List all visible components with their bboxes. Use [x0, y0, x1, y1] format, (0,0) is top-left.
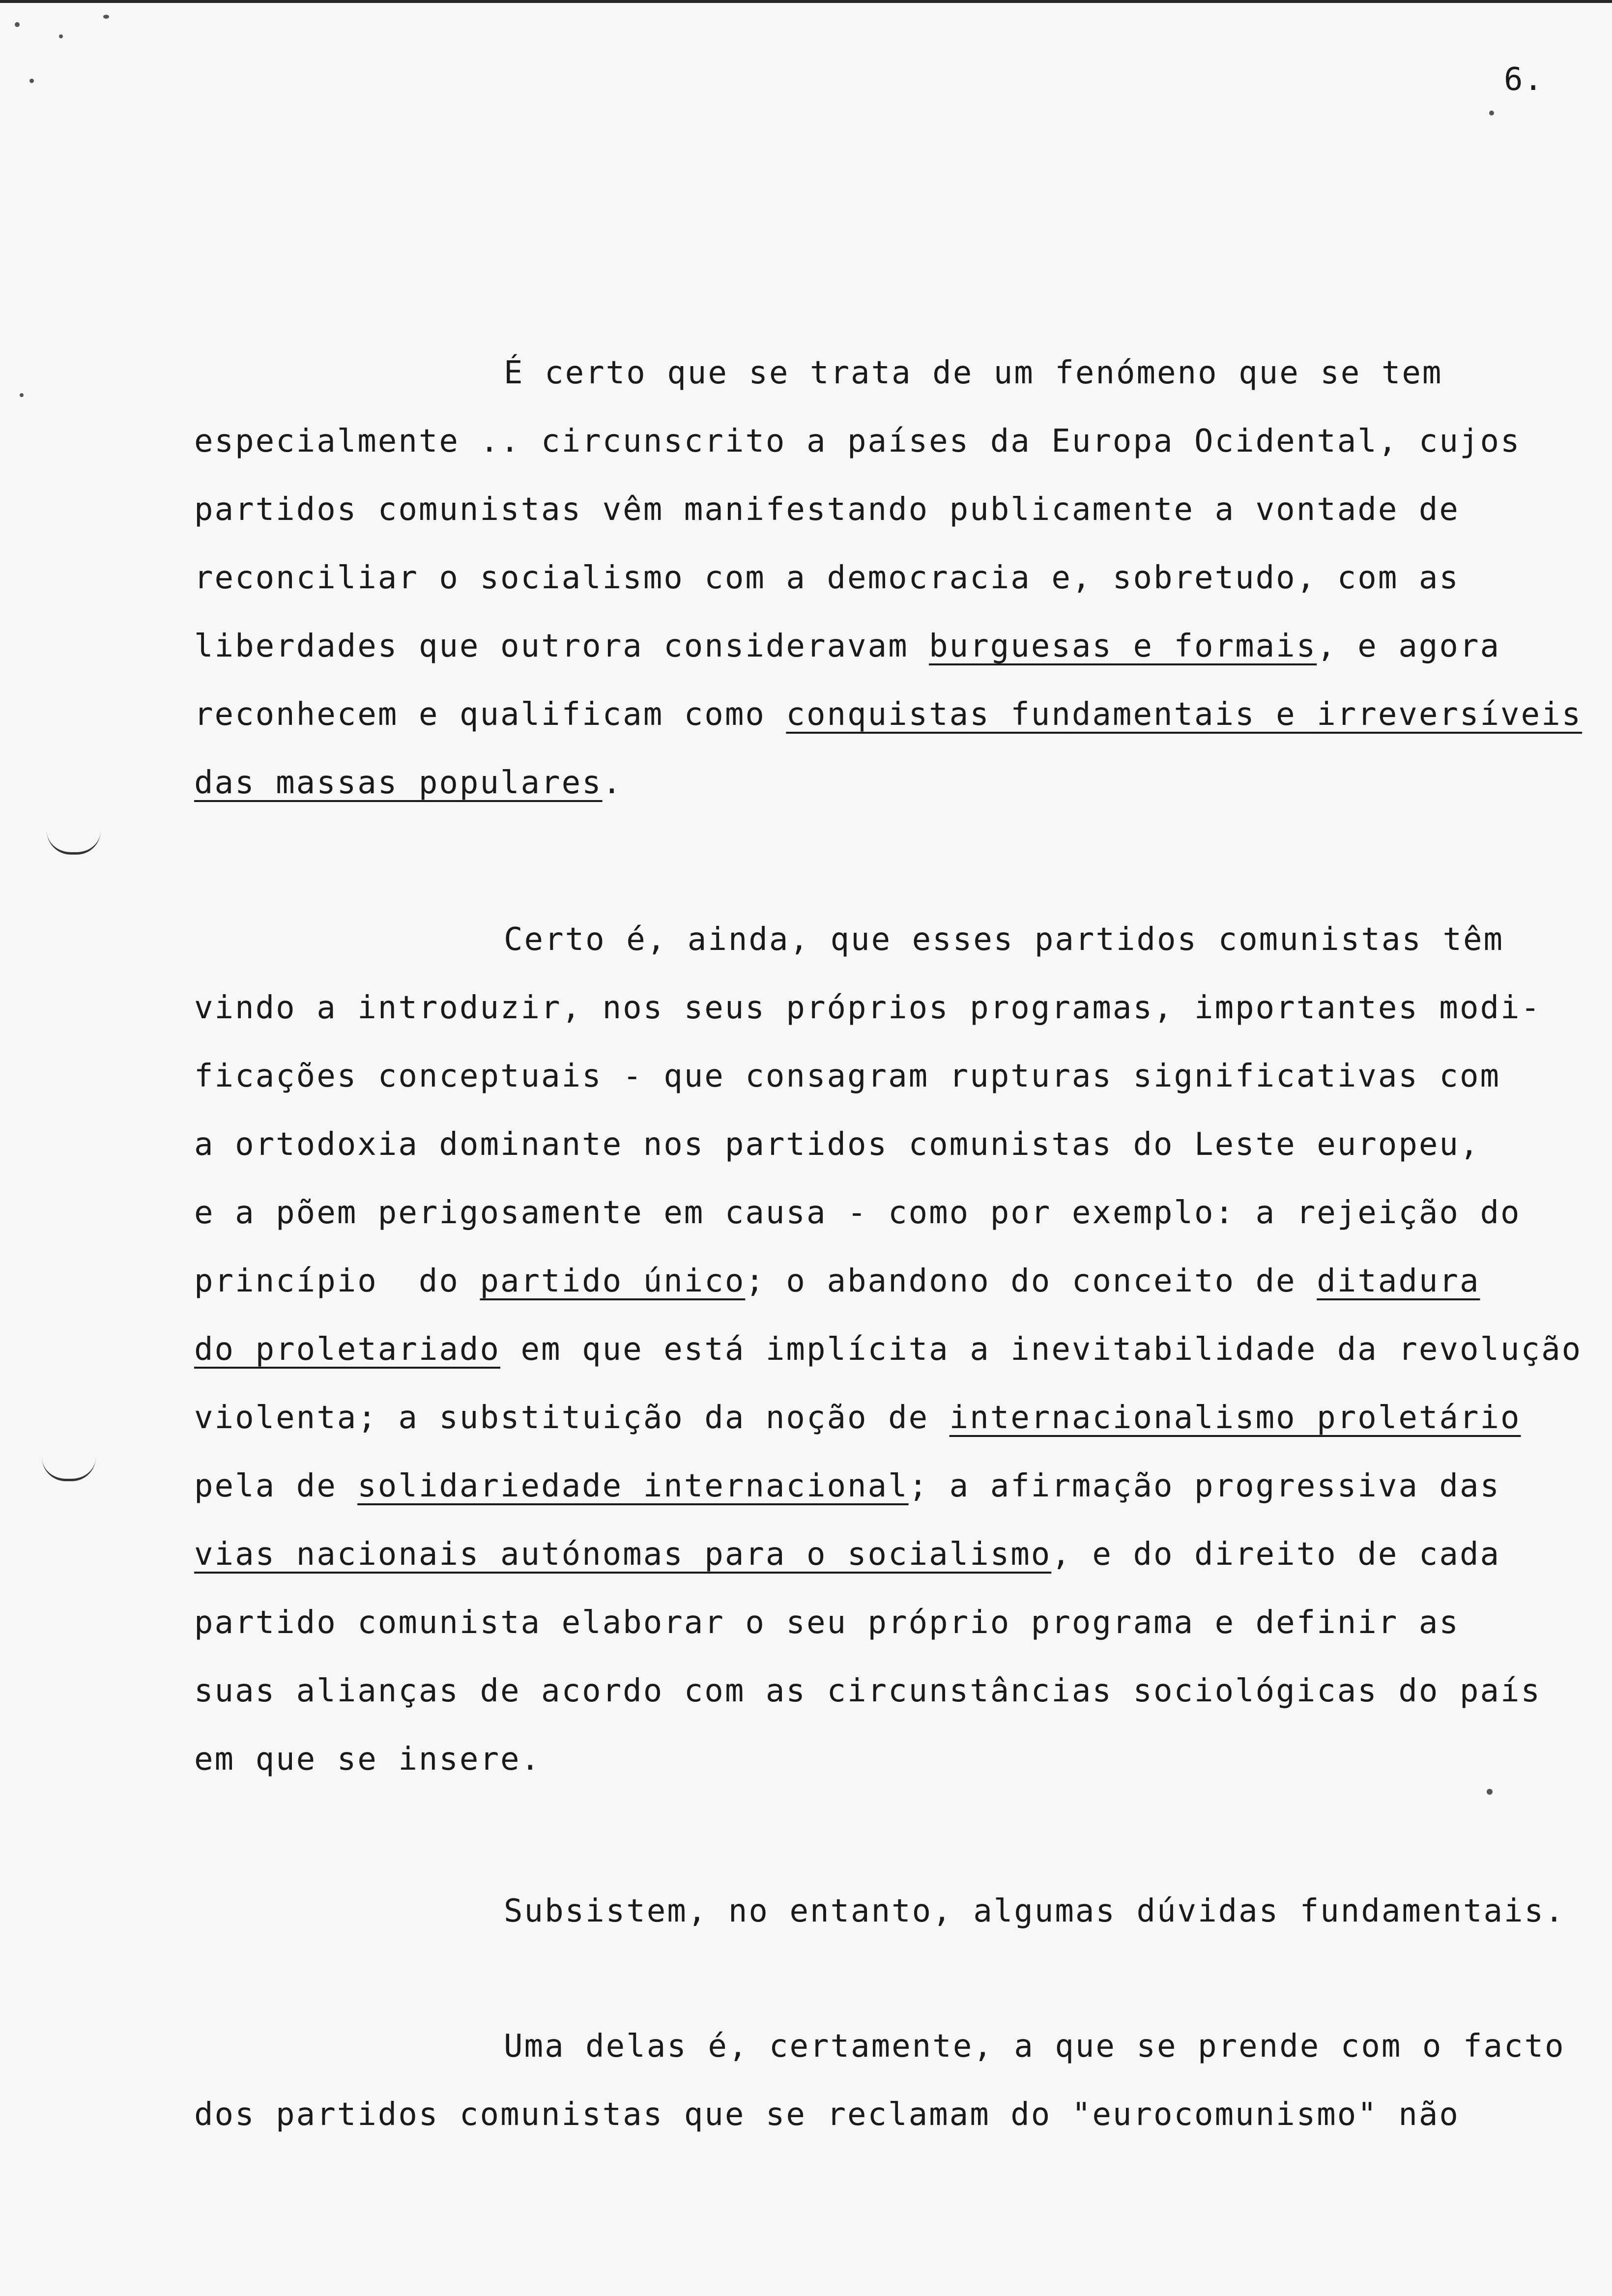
text-line — [194, 2012, 1595, 2081]
text-line — [194, 612, 1595, 681]
underlined-phrase: das massas populares — [194, 765, 603, 801]
text-line — [194, 1179, 1595, 1247]
text-segment: . — [602, 765, 623, 801]
text-segment: Certo é, ainda, que esses partidos comunistas têm — [504, 921, 1504, 958]
text-segment: partido comunista elaborar o seu próprio programa e definir as — [194, 1605, 1460, 1641]
text-segment: , e do direito de cada — [1051, 1536, 1500, 1573]
underlined-phrase: internacionalismo proletário — [949, 1400, 1521, 1436]
text-segment: ficações conceptuais - que consagram rupturas significativas com — [194, 1058, 1500, 1094]
text-segment: suas alianças de acordo com as circunstâncias sociológicas do país — [194, 1673, 1542, 1709]
text-line — [194, 476, 1595, 544]
text-segment: Uma delas é, certamente, a que se prende com o facto — [504, 2028, 1565, 2065]
underlined-phrase: do proletariado — [194, 1331, 500, 1368]
text-line — [194, 2081, 1595, 2149]
text-line — [194, 1384, 1595, 1452]
text-line — [194, 1316, 1595, 1384]
underlined-phrase: partido único — [480, 1263, 746, 1299]
text-line — [194, 407, 1595, 476]
text-segment: ; o abandono do conceito de — [745, 1263, 1317, 1299]
text-line — [194, 749, 1595, 817]
text-segment: a ortodoxia dominante nos partidos comunistas do Leste europeu, — [194, 1126, 1480, 1163]
text-line — [194, 1247, 1595, 1316]
text-segment: princípio do — [194, 1263, 480, 1299]
underlined-phrase: solidariedade internacional — [357, 1468, 909, 1504]
text-line — [194, 1452, 1595, 1521]
text-segment: reconciliar o socialismo com a democracia e, sobretudo, com as — [194, 560, 1460, 596]
text-segment: , e agora — [1317, 628, 1500, 664]
text-line — [194, 974, 1595, 1042]
underlined-phrase: burguesas e formais — [929, 628, 1317, 664]
text-segment: e a põem perigosamente em causa - como por exemplo: a rejeição do — [194, 1195, 1521, 1231]
page-number: 6. — [1504, 61, 1544, 98]
text-line — [194, 906, 1595, 974]
paragraph-eurocommunism-scope — [194, 339, 1595, 817]
text-segment: em que está implícita a inevitabilidade da revolução — [500, 1331, 1583, 1368]
text-line — [194, 1657, 1595, 1725]
text-segment: partidos comunistas vêm manifestando publicamente a vontade de — [194, 491, 1460, 528]
underlined-phrase: conquistas fundamentais e irreversíveis — [786, 696, 1583, 733]
text-segment: em que se insere. — [194, 1741, 542, 1778]
paragraph-conceptual-changes — [194, 906, 1595, 1794]
text-segment: Subsistem, no entanto, algumas dúvidas fundamentais. — [504, 1893, 1565, 1929]
text-line — [194, 1111, 1595, 1179]
text-line — [194, 339, 1595, 407]
text-segment: É certo que se trata de um fenómeno que se tem — [504, 355, 1443, 391]
text-segment: reconhecem e qualificam como — [194, 696, 786, 733]
text-line — [194, 681, 1595, 749]
text-segment: ; a afirmação progressiva das — [908, 1468, 1500, 1504]
text-segment: liberdades que outrora consideravam — [194, 628, 929, 664]
text-line — [194, 1725, 1595, 1794]
underlined-phrase: ditadura — [1317, 1263, 1480, 1299]
text-line — [194, 544, 1595, 612]
paragraph-doubts — [194, 1877, 1595, 1946]
text-segment: especialmente .. circunscrito a países da Europa Ocidental, cujos — [194, 423, 1521, 459]
text-line — [194, 1521, 1595, 1589]
text-line — [194, 1877, 1595, 1946]
text-line — [194, 1042, 1595, 1111]
text-segment: pela de — [194, 1468, 358, 1504]
text-segment: dos partidos comunistas que se reclamam do "eurocomunismo" não — [194, 2096, 1460, 2133]
underlined-phrase: vias nacionais autónomas para o socialismo — [194, 1536, 1052, 1573]
text-segment: violenta; a substituição da noção de — [194, 1400, 950, 1436]
text-segment: vindo a introduzir, nos seus próprios programas, importantes modi- — [194, 990, 1542, 1026]
text-line — [194, 1589, 1595, 1657]
paragraph-first-doubt — [194, 2012, 1595, 2149]
